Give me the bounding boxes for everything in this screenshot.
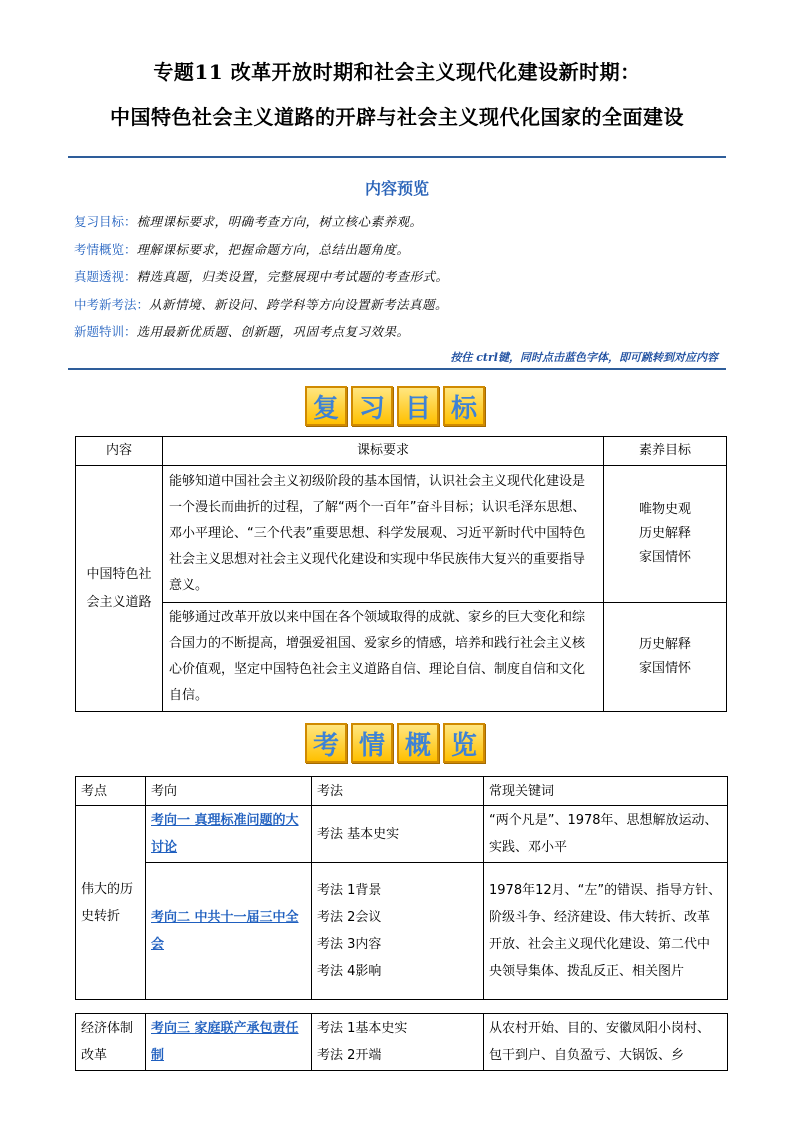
preview-label[interactable]: 考情概览： [74,242,137,257]
goal-item: 历史解释 [638,526,691,541]
exam-overview-table-continued [75,1013,728,1071]
preview-label[interactable]: 复习目标： [74,214,137,229]
banner-char: 览 [443,723,485,763]
column-header: 课标要求 [163,437,604,466]
direction-link-2[interactable]: 考向二 中共十一届三中全会 [151,910,299,952]
method-item: 考法 3内容 [317,937,382,952]
preview-label[interactable]: 中考新考法： [74,297,150,312]
banner-char: 复 [305,386,347,426]
exam-overview-banner [305,723,485,763]
preview-text: 选用最新优质题、创新题，巩固考点复习效果。 [136,324,410,339]
preview-item-exam-overview[interactable] [74,240,410,258]
column-header: 内容 [76,437,163,466]
ctrl-click-hint: 按住 ctrl键，同时点击蓝色字体，即可跳转到对应内容 [450,351,718,364]
method-item: 考法 1背景 [317,883,382,898]
direction-link-3[interactable]: 考向三 家庭联产承包责任制 [151,1021,299,1063]
requirement-cell: 能够知道中国社会主义初级阶段的基本国情，认识社会主义现代化建设是一个漫长而曲折的过程，了解“两个一百年”奋斗目标；认识毛泽东思想、邓小平理论、“三个代表”重要思想、科学发展观、习近平新时代中国特色社会主义思想对社会主义现代化建设和实现中华民族伟大复兴的重要指导意义。 [163,466,604,603]
banner-char: 标 [443,386,485,426]
preview-item-new-methods[interactable] [74,295,448,313]
preview-text: 理解课标要求，把握命题方向，总结出题角度。 [136,242,410,257]
method-item: 考法 4影响 [317,964,382,979]
direction-link-1[interactable]: 考向一 真理标准问题的大讨论 [151,813,299,855]
preview-text: 从新情境、新设问、跨学科等方向设置新考法真题。 [149,297,449,312]
method-item: 考法 2会议 [317,910,382,925]
review-goals-table [75,436,727,712]
goal-item: 家国情怀 [638,661,691,676]
topic-cell: 中国特色社会主义道路 [76,466,163,712]
keywords-cell: 从农村开始、目的、安徽凤阳小岗村、包干到户、自负盈亏、大锅饭、乡 [484,1014,728,1071]
column-header: 考法 [312,777,484,806]
method-cell: 考法 基本史实 [312,806,484,863]
divider-bottom [68,368,726,370]
preview-text: 精选真题，归类设置，完整展现中考试题的考查形式。 [136,269,449,284]
goals-cell [604,466,727,603]
preview-label[interactable]: 真题透视： [74,269,137,284]
banner-char: 概 [397,723,439,763]
goals-cell [604,603,727,712]
exam-overview-table [75,776,728,1000]
banner-char: 习 [351,386,393,426]
exam-point-cell: 经济体制改革 [76,1014,146,1071]
goal-item: 历史解释 [638,637,691,652]
method-cell [312,1014,484,1071]
preview-item-review-goals[interactable] [74,212,423,230]
goal-item: 唯物史观 [638,502,691,517]
banner-char: 目 [397,386,439,426]
title-line-2: 中国特色社会主义道路的开辟与社会主义现代化国家的全面建设 [110,105,684,129]
preview-item-new-training[interactable] [74,322,410,340]
column-header: 常现关键词 [484,777,728,806]
review-goals-banner [305,386,485,426]
keywords-cell: 1978年12月、“左”的错误、指导方针、阶级斗争、经济建设、伟大转折、改革开放、社会主义现代化建设、第二代中央领导集体、拨乱反正、相关图片 [484,863,728,1000]
column-header: 素养目标 [604,437,727,466]
method-item: 考法 1基本史实 [317,1021,408,1036]
requirement-cell: 能够通过改革开放以来中国在各个领域取得的成就、家乡的巨大变化和综合国力的不断提高，增强爱祖国、爱家乡的情感，培养和践行社会主义核心价值观，坚定中国特色社会主义道路自信、理论自信、制度自信和文化自信。 [163,603,604,712]
keywords-cell: “两个凡是”、1978年、思想解放运动、实践、邓小平 [484,806,728,863]
divider-top [68,156,726,158]
title-line-1: 专题11 改革开放时期和社会主义现代化建设新时期： [153,60,641,84]
preview-text: 梳理课标要求，明确考查方向，树立核心素养观。 [136,214,423,229]
column-header: 考点 [76,777,146,806]
column-header: 考向 [146,777,312,806]
preview-label[interactable]: 新题特训： [74,324,137,339]
banner-char: 情 [351,723,393,763]
method-cell [312,863,484,1000]
method-item: 考法 2开端 [317,1048,382,1063]
preview-item-real-questions[interactable] [74,267,449,285]
goal-item: 家国情怀 [638,550,691,565]
preview-heading: 内容预览 [364,179,429,198]
exam-point-cell: 伟大的历史转折 [76,806,146,1000]
banner-char: 考 [305,723,347,763]
